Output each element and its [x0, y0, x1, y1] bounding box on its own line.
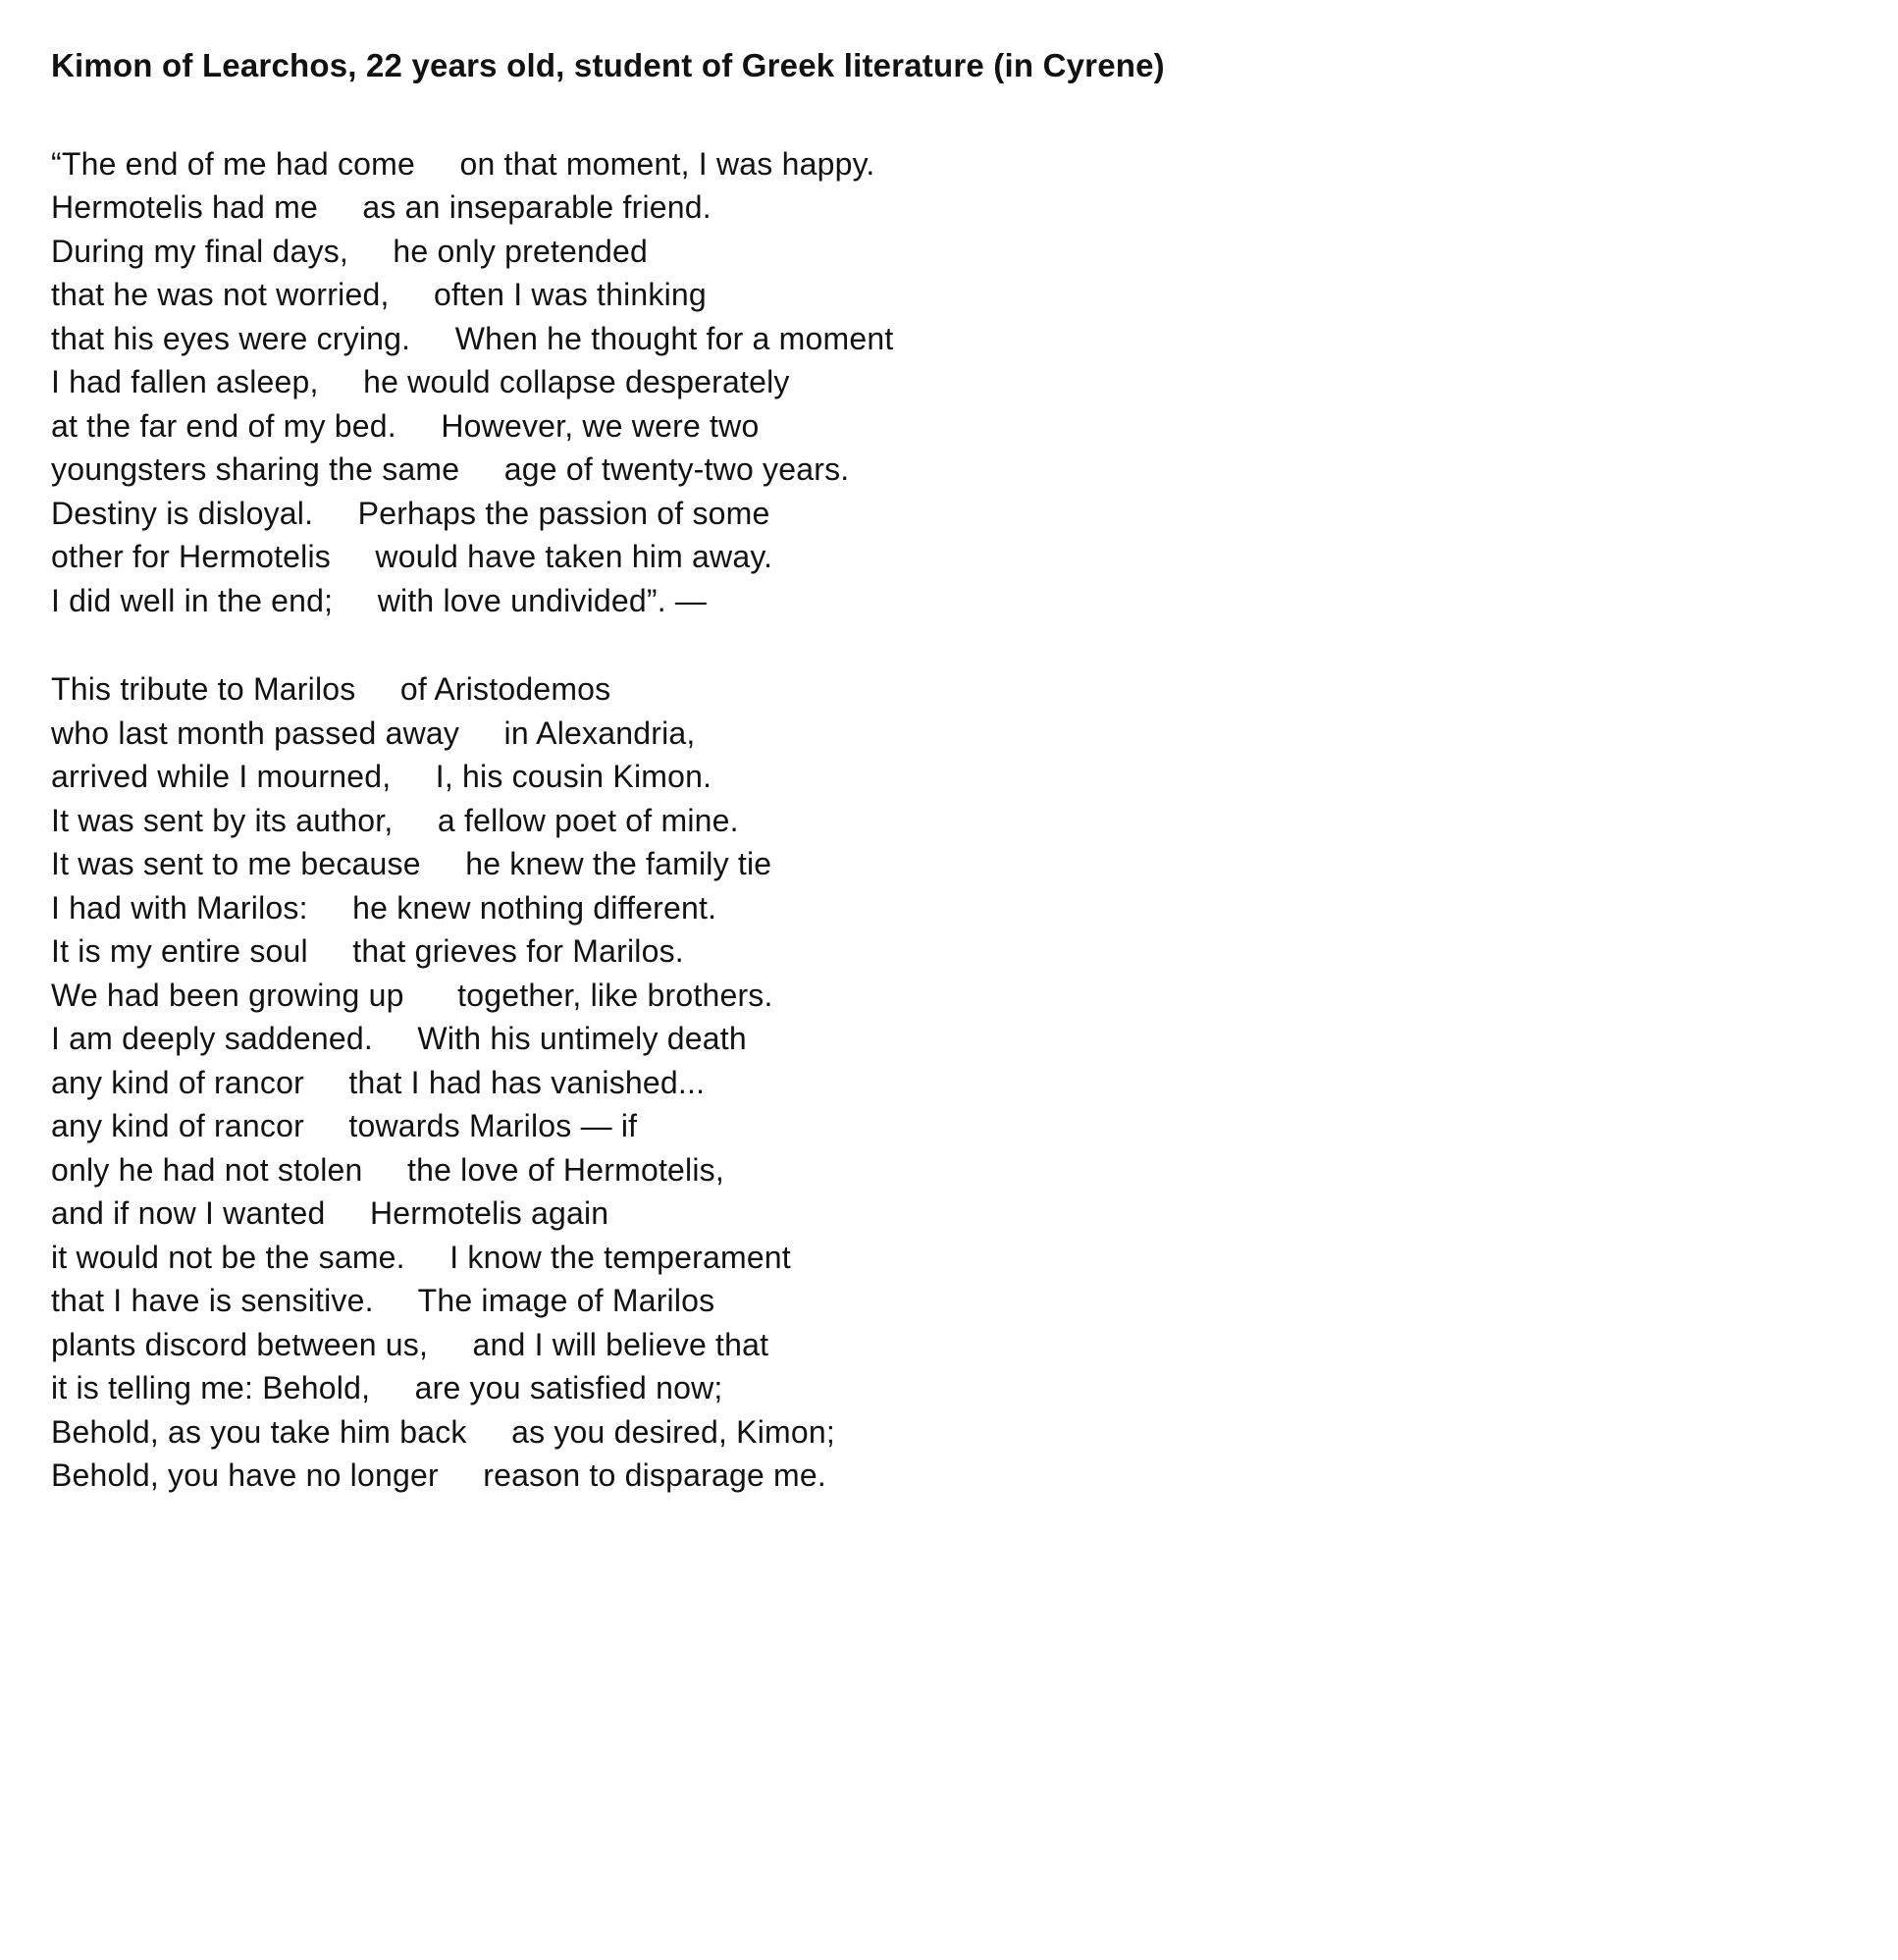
poem-line: I had with Marilos: he knew nothing different. [51, 889, 717, 926]
poem-line: It was sent by its author, a fellow poet of mine. [51, 802, 739, 838]
poem-line: Behold, you have no longer reason to disparage me. [51, 1457, 826, 1494]
poem-line: This tribute to Marilos of Aristodemos [51, 671, 611, 708]
poem-line: youngsters sharing the same age of twenty-two years. [51, 451, 850, 488]
stanza-2 [51, 667, 1839, 1498]
poem-line: “The end of me had come on that moment, I was happy. [51, 145, 875, 182]
poem-body [51, 142, 1839, 1498]
poem-line: We had been growing up together, like brothers. [51, 977, 773, 1013]
poem-title: Kimon of Learchos, 22 years old, student of Greek literature (in Cyrene) [51, 47, 1165, 83]
poem-line: Hermotelis had me as an inseparable friend. [51, 189, 712, 226]
poem-line: that I have is sensitive. The image of Marilos [51, 1283, 715, 1319]
poem-line: I had fallen asleep, he would collapse desperately [51, 364, 790, 400]
poem-line: and if now I wanted Hermotelis again [51, 1195, 609, 1232]
poem-line: only he had not stolen the love of Hermotelis, [51, 1151, 724, 1188]
poem-line: I did well in the end; with love undivided”. — [51, 582, 708, 618]
poem-line: Behold, as you take him back as you desired, Kimon; [51, 1413, 835, 1450]
poem-line: any kind of rancor towards Marilos — if [51, 1108, 638, 1144]
poem-line: who last month passed away in Alexandria, [51, 715, 696, 751]
poem-line: Destiny is disloyal. Perhaps the passion of some [51, 495, 770, 531]
poem-line: it would not be the same. I know the temperament [51, 1239, 791, 1275]
poem-line: It was sent to me because he knew the family tie [51, 846, 772, 882]
poem-line: I am deeply saddened. With his untimely death [51, 1021, 747, 1057]
poem-line: any kind of rancor that I had has vanished... [51, 1064, 706, 1100]
poem-line: at the far end of my bed. However, we were two [51, 407, 760, 444]
poem-line: plants discord between us, and I will believe that [51, 1326, 769, 1362]
poem-line: it is telling me: Behold, are you satisfied now; [51, 1370, 723, 1406]
poem-line: that his eyes were crying. When he thought for a moment [51, 320, 894, 356]
poem-line: arrived while I mourned, I, his cousin Kimon. [51, 759, 712, 795]
poem-line: It is my entire soul that grieves for Marilos. [51, 933, 684, 970]
stanza-1 [51, 142, 1839, 623]
poem-line: During my final days, he only pretended [51, 233, 649, 269]
poem-line: other for Hermotelis would have taken him away. [51, 539, 773, 575]
poem-line: that he was not worried, often I was thinking [51, 277, 707, 313]
